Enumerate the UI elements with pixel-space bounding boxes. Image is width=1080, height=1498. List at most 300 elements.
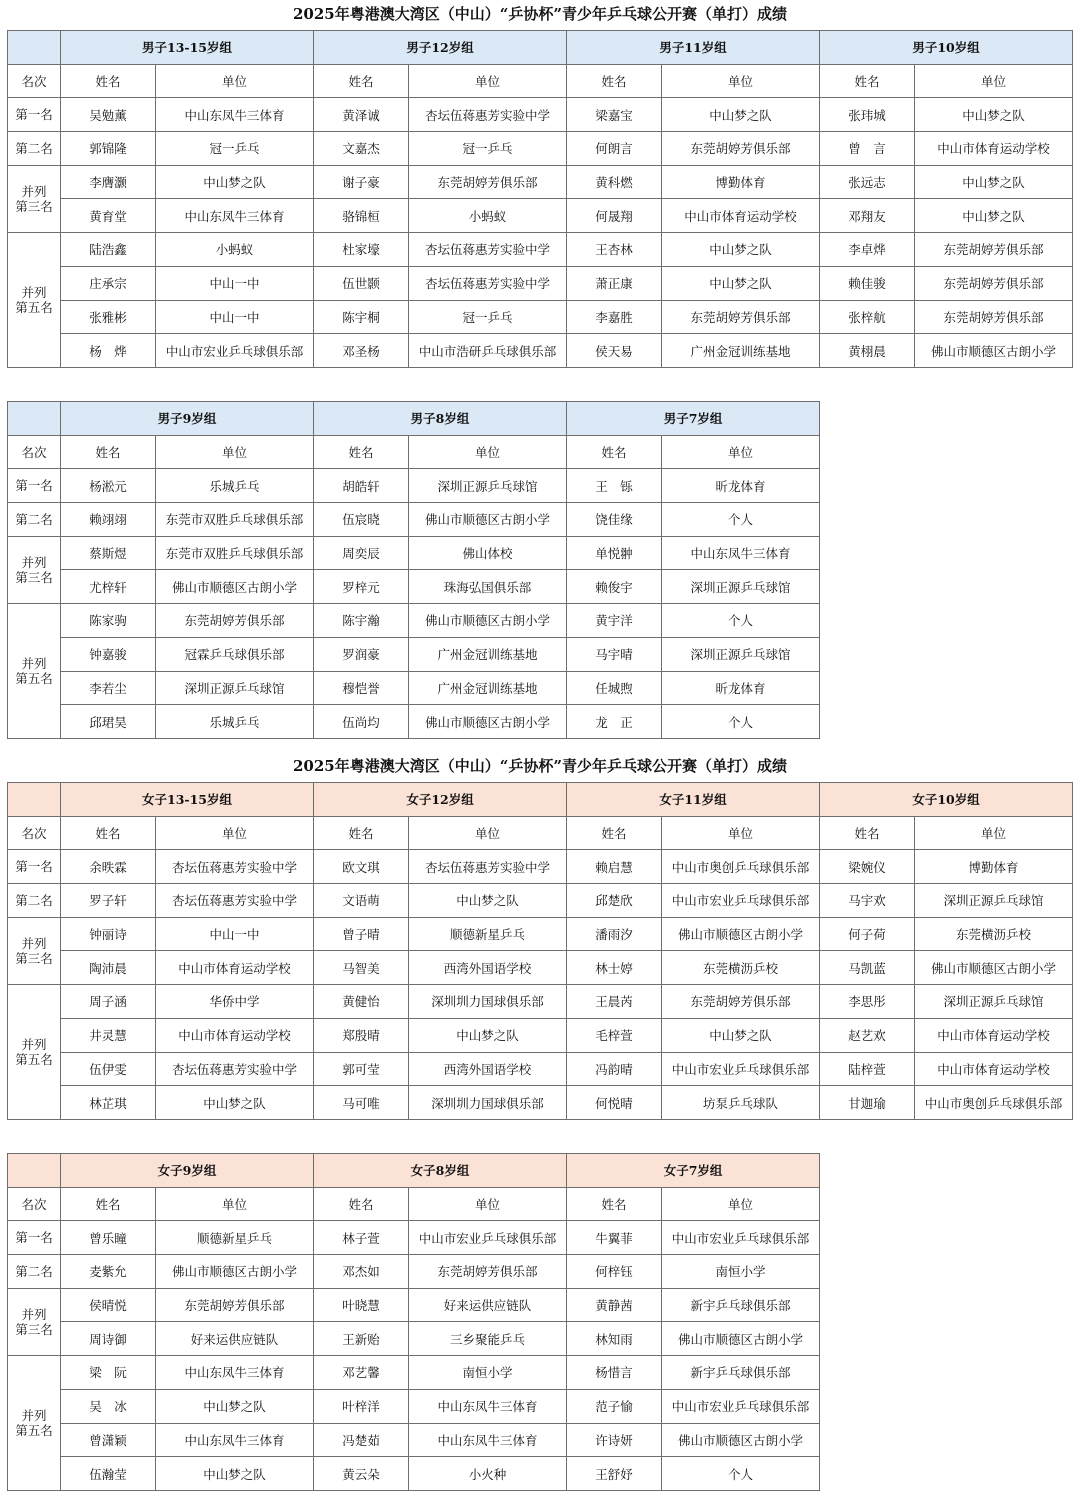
rank-cell: 第一名 [8, 469, 61, 503]
group-title: 男子12岁组 [314, 31, 567, 65]
player-name: 黄静茜 [567, 1288, 662, 1322]
player-unit: 东莞胡婷芳俱乐部 [409, 165, 567, 199]
player-name: 张雅彬 [61, 300, 156, 334]
group-title: 女子11岁组 [567, 783, 820, 817]
name-header: 姓名 [567, 816, 662, 850]
player-unit: 中山梦之队 [662, 233, 820, 267]
player-name: 杜家壕 [314, 233, 409, 267]
name-header: 姓名 [567, 64, 662, 98]
player-name: 牛翼菲 [567, 1221, 662, 1255]
player-unit: 东莞胡婷芳俱乐部 [915, 233, 1073, 267]
page-title-men: 2025年粤港澳大湾区（中山）“乒协杯”青少年乒乓球公开赛（单打）成绩 [292, 5, 787, 23]
player-unit: 中山市体育运动学校 [662, 199, 820, 233]
rank-header: 名次 [8, 64, 61, 98]
player-unit: 佛山体校 [409, 536, 567, 570]
player-name: 曾子晴 [314, 917, 409, 951]
player-unit: 佛山市顺德区古朗小学 [156, 1255, 314, 1289]
player-unit: 佛山市顺德区古朗小学 [662, 917, 820, 951]
player-unit: 佛山市顺德区古朗小学 [409, 503, 567, 537]
table-row [8, 570, 820, 604]
player-name: 陈宇瀚 [314, 604, 409, 638]
player-name: 龙 正 [567, 705, 662, 739]
player-unit: 西湾外国语学校 [409, 1052, 567, 1086]
unit-header: 单位 [156, 1187, 314, 1221]
player-unit: 佛山市顺德区古朗小学 [662, 1423, 820, 1457]
player-unit: 杏坛伍蒋惠芳实验中学 [409, 266, 567, 300]
player-name: 陈宇桐 [314, 300, 409, 334]
player-unit: 中山一中 [156, 300, 314, 334]
column-header-row [8, 816, 1073, 850]
player-unit: 个人 [662, 604, 820, 638]
player-unit: 中山梦之队 [915, 98, 1073, 132]
group-title-row [8, 31, 1073, 65]
player-name: 蔡斯煜 [61, 536, 156, 570]
results-table-men-older [7, 30, 1073, 368]
player-name: 杨淞元 [61, 469, 156, 503]
player-unit: 博勤体育 [662, 165, 820, 199]
player-unit: 中山梦之队 [156, 1389, 314, 1423]
results-table-women-younger [7, 1153, 820, 1491]
player-unit: 中山市宏业乒乓球俱乐部 [409, 1221, 567, 1255]
player-unit: 乐城乒乓 [156, 705, 314, 739]
name-header: 姓名 [314, 1187, 409, 1221]
rank-cell: 并列 第五名 [8, 985, 61, 1120]
table-row [8, 469, 820, 503]
table-row [8, 604, 820, 638]
player-name: 冯楚茹 [314, 1423, 409, 1457]
player-name: 陆梓萱 [820, 1052, 915, 1086]
player-unit: 中山东凤牛三体育 [156, 1423, 314, 1457]
player-name: 王 铄 [567, 469, 662, 503]
group-title: 女子8岁组 [314, 1154, 567, 1188]
player-name: 范子愉 [567, 1389, 662, 1423]
player-unit: 中山市宏业乒乓球俱乐部 [662, 884, 820, 918]
player-unit: 广州金冠训练基地 [409, 637, 567, 671]
player-name: 文语萌 [314, 884, 409, 918]
player-unit: 东莞横沥乒校 [662, 951, 820, 985]
player-unit: 小蚂蚁 [409, 199, 567, 233]
player-name: 叶梓洋 [314, 1389, 409, 1423]
player-name: 余昳霖 [61, 850, 156, 884]
player-name: 马可唯 [314, 1086, 409, 1120]
player-name: 梁 阮 [61, 1356, 156, 1390]
player-name: 郑殷晴 [314, 1018, 409, 1052]
table-row [8, 503, 820, 537]
unit-header: 单位 [409, 435, 567, 469]
player-unit: 佛山市顺德区古朗小学 [915, 951, 1073, 985]
player-name: 李思彤 [820, 985, 915, 1019]
table-row [8, 98, 1073, 132]
player-unit: 中山东凤牛三体育 [156, 98, 314, 132]
player-unit: 个人 [662, 1457, 820, 1491]
player-name: 穆恺誉 [314, 671, 409, 705]
name-header: 姓名 [314, 816, 409, 850]
player-name: 周奕辰 [314, 536, 409, 570]
player-unit: 博勤体育 [915, 850, 1073, 884]
player-name: 黄育堂 [61, 199, 156, 233]
player-unit: 中山一中 [156, 917, 314, 951]
player-unit: 杏坛伍蒋惠芳实验中学 [409, 98, 567, 132]
player-unit: 昕龙体育 [662, 671, 820, 705]
player-unit: 中山市宏业乒乓球俱乐部 [662, 1221, 820, 1255]
player-name: 骆锦桓 [314, 199, 409, 233]
player-name: 侯晴悦 [61, 1288, 156, 1322]
rank-cell: 并列 第三名 [8, 917, 61, 984]
player-name: 伍宸晓 [314, 503, 409, 537]
player-unit: 中山市奥创乒乓球俱乐部 [662, 850, 820, 884]
player-unit: 华侨中学 [156, 985, 314, 1019]
player-name: 李嘉胜 [567, 300, 662, 334]
table-row [8, 233, 1073, 267]
player-name: 欧文琪 [314, 850, 409, 884]
unit-header: 单位 [409, 816, 567, 850]
table-row [8, 1457, 820, 1491]
unit-header: 单位 [915, 64, 1073, 98]
player-unit: 中山梦之队 [662, 1018, 820, 1052]
player-name: 黄科燃 [567, 165, 662, 199]
player-name: 曾潇颖 [61, 1423, 156, 1457]
player-unit: 冠一乒乓 [409, 300, 567, 334]
group-title: 女子10岁组 [820, 783, 1073, 817]
table-row [8, 1322, 820, 1356]
player-unit: 南恒小学 [662, 1255, 820, 1289]
table-row [8, 637, 820, 671]
table-row [8, 951, 1073, 985]
rank-header: 名次 [8, 816, 61, 850]
player-unit: 中山市宏业乒乓球俱乐部 [662, 1389, 820, 1423]
table-row [8, 300, 1073, 334]
player-unit: 坊泵乒乓球队 [662, 1086, 820, 1120]
page-title-women: 2025年粤港澳大湾区（中山）“乒协杯”青少年乒乓球公开赛（单打）成绩 [292, 757, 787, 775]
player-unit: 中山市浩研乒乓球俱乐部 [409, 334, 567, 368]
player-name: 文嘉杰 [314, 132, 409, 166]
table-row [8, 985, 1073, 1019]
player-unit: 顺德新星乒乓 [156, 1221, 314, 1255]
player-name: 吴勉薰 [61, 98, 156, 132]
player-unit: 中山东凤牛三体育 [662, 536, 820, 570]
corner-cell [8, 783, 61, 817]
player-unit: 个人 [662, 503, 820, 537]
unit-header: 单位 [662, 435, 820, 469]
player-unit: 中山市体育运动学校 [915, 132, 1073, 166]
player-unit: 中山市宏业乒乓球俱乐部 [156, 334, 314, 368]
player-unit: 杏坛伍蒋惠芳实验中学 [156, 884, 314, 918]
corner-cell [8, 402, 61, 436]
player-name: 赖佳骏 [820, 266, 915, 300]
rank-cell: 第一名 [8, 98, 61, 132]
rank-cell: 并列 第五名 [8, 604, 61, 739]
table-row [8, 1423, 820, 1457]
player-unit: 中山市体育运动学校 [915, 1052, 1073, 1086]
table-row [8, 1356, 820, 1390]
player-name: 马智美 [314, 951, 409, 985]
player-unit: 东莞胡婷芳俱乐部 [915, 266, 1073, 300]
group-title: 男子10岁组 [820, 31, 1073, 65]
group-title: 女子12岁组 [314, 783, 567, 817]
player-name: 庄承宗 [61, 266, 156, 300]
unit-header: 单位 [156, 435, 314, 469]
unit-header: 单位 [915, 816, 1073, 850]
player-name: 许诗妍 [567, 1423, 662, 1457]
player-name: 马宇欢 [820, 884, 915, 918]
player-unit: 深圳正源乒乓球馆 [662, 570, 820, 604]
player-unit: 东莞胡婷芳俱乐部 [662, 132, 820, 166]
player-name: 杨 烨 [61, 334, 156, 368]
player-name: 潘雨汐 [567, 917, 662, 951]
player-unit: 顺德新星乒乓 [409, 917, 567, 951]
table-row [8, 1052, 1073, 1086]
group-title: 女子7岁组 [567, 1154, 820, 1188]
player-unit: 好来运供应链队 [156, 1322, 314, 1356]
table-row [8, 1086, 1073, 1120]
player-name: 何晟翔 [567, 199, 662, 233]
unit-header: 单位 [662, 816, 820, 850]
player-name: 林子萱 [314, 1221, 409, 1255]
player-unit: 冠一乒乓 [409, 132, 567, 166]
player-name: 罗子轩 [61, 884, 156, 918]
player-name: 钟嘉骏 [61, 637, 156, 671]
player-unit: 中山市体育运动学校 [156, 951, 314, 985]
player-name: 王晨芮 [567, 985, 662, 1019]
player-name: 钟丽诗 [61, 917, 156, 951]
player-name: 邓艺馨 [314, 1356, 409, 1390]
player-name: 王舒妤 [567, 1457, 662, 1491]
name-header: 姓名 [61, 64, 156, 98]
player-unit: 中山东凤牛三体育 [409, 1389, 567, 1423]
player-unit: 杏坛伍蒋惠芳实验中学 [156, 1052, 314, 1086]
player-name: 伍尚均 [314, 705, 409, 739]
player-unit: 中山梦之队 [156, 165, 314, 199]
player-name: 梁婉仪 [820, 850, 915, 884]
player-name: 毛梓萱 [567, 1018, 662, 1052]
player-unit: 中山梦之队 [409, 884, 567, 918]
player-unit: 东莞胡婷芳俱乐部 [662, 985, 820, 1019]
rank-cell: 第二名 [8, 132, 61, 166]
group-title-row [8, 1154, 820, 1188]
player-unit: 中山梦之队 [662, 98, 820, 132]
player-unit: 佛山市顺德区古朗小学 [915, 334, 1073, 368]
player-name: 陶沛晨 [61, 951, 156, 985]
corner-cell [8, 1154, 61, 1188]
player-unit: 小火种 [409, 1457, 567, 1491]
player-name: 萧正康 [567, 266, 662, 300]
rank-cell: 并列 第三名 [8, 1288, 61, 1355]
unit-header: 单位 [409, 64, 567, 98]
player-unit: 佛山市顺德区古朗小学 [662, 1322, 820, 1356]
group-title: 男子8岁组 [314, 402, 567, 436]
player-name: 陈家驹 [61, 604, 156, 638]
player-unit: 佛山市顺德区古朗小学 [156, 570, 314, 604]
player-name: 伍伊雯 [61, 1052, 156, 1086]
player-name: 吴 冰 [61, 1389, 156, 1423]
player-unit: 中山梦之队 [662, 266, 820, 300]
player-unit: 个人 [662, 705, 820, 739]
player-name: 谢子豪 [314, 165, 409, 199]
player-name: 曾乐瞳 [61, 1221, 156, 1255]
table-row [8, 536, 820, 570]
player-unit: 中山梦之队 [915, 199, 1073, 233]
player-name: 饶佳缘 [567, 503, 662, 537]
player-unit: 杏坛伍蒋惠芳实验中学 [409, 233, 567, 267]
table-row [8, 199, 1073, 233]
player-name: 李膺灏 [61, 165, 156, 199]
name-header: 姓名 [61, 435, 156, 469]
player-name: 邓圣杨 [314, 334, 409, 368]
rank-cell: 并列 第五名 [8, 233, 61, 368]
player-name: 曾 言 [820, 132, 915, 166]
player-name: 林知雨 [567, 1322, 662, 1356]
player-name: 郭可莹 [314, 1052, 409, 1086]
group-title: 女子9岁组 [61, 1154, 314, 1188]
name-header: 姓名 [314, 64, 409, 98]
player-unit: 中山市体育运动学校 [156, 1018, 314, 1052]
player-unit: 中山梦之队 [409, 1018, 567, 1052]
results-table-women-older [7, 782, 1073, 1120]
table-row [8, 1389, 820, 1423]
rank-cell: 并列 第三名 [8, 536, 61, 603]
player-name: 伍世颢 [314, 266, 409, 300]
table-row [8, 671, 820, 705]
group-title: 男子7岁组 [567, 402, 820, 436]
table-row [8, 334, 1073, 368]
rank-cell: 第二名 [8, 503, 61, 537]
player-unit: 乐城乒乓 [156, 469, 314, 503]
player-name: 罗润豪 [314, 637, 409, 671]
player-name: 胡皓轩 [314, 469, 409, 503]
name-header: 姓名 [567, 435, 662, 469]
player-unit: 深圳正源乒乓球馆 [662, 637, 820, 671]
player-name: 杨惜言 [567, 1356, 662, 1390]
player-unit: 三乡聚能乒乓 [409, 1322, 567, 1356]
player-name: 李若尘 [61, 671, 156, 705]
player-name: 麦紫允 [61, 1255, 156, 1289]
player-unit: 深圳正源乒乓球馆 [156, 671, 314, 705]
player-name: 周子涵 [61, 985, 156, 1019]
player-unit: 深圳圳力国球俱乐部 [409, 985, 567, 1019]
player-unit: 好来运供应链队 [409, 1288, 567, 1322]
player-unit: 中山梦之队 [915, 165, 1073, 199]
player-name: 井灵慧 [61, 1018, 156, 1052]
player-unit: 新宇乒乓球俱乐部 [662, 1356, 820, 1390]
group-title: 男子9岁组 [61, 402, 314, 436]
player-name: 林芷琪 [61, 1086, 156, 1120]
player-name: 黄云朵 [314, 1457, 409, 1491]
player-unit: 东莞横沥乒校 [915, 917, 1073, 951]
player-unit: 东莞胡婷芳俱乐部 [409, 1255, 567, 1289]
table-row [8, 1018, 1073, 1052]
group-title: 男子11岁组 [567, 31, 820, 65]
player-name: 邱珺昊 [61, 705, 156, 739]
player-name: 张远志 [820, 165, 915, 199]
player-unit: 昕龙体育 [662, 469, 820, 503]
player-name: 李卓烨 [820, 233, 915, 267]
name-header: 姓名 [61, 816, 156, 850]
player-unit: 小蚂蚁 [156, 233, 314, 267]
player-unit: 中山东凤牛三体育 [409, 1423, 567, 1457]
group-title: 男子13-15岁组 [61, 31, 314, 65]
player-unit: 杏坛伍蒋惠芳实验中学 [156, 850, 314, 884]
player-name: 王新贻 [314, 1322, 409, 1356]
name-header: 姓名 [61, 1187, 156, 1221]
player-unit: 中山梦之队 [156, 1457, 314, 1491]
player-unit: 新宇乒乓球俱乐部 [662, 1288, 820, 1322]
player-unit: 中山东凤牛三体育 [156, 1356, 314, 1390]
player-name: 黄健怡 [314, 985, 409, 1019]
player-unit: 南恒小学 [409, 1356, 567, 1390]
player-name: 任城煦 [567, 671, 662, 705]
table-row [8, 917, 1073, 951]
name-header: 姓名 [567, 1187, 662, 1221]
player-name: 黄栩晨 [820, 334, 915, 368]
player-name: 张玮城 [820, 98, 915, 132]
player-name: 侯天易 [567, 334, 662, 368]
player-name: 叶晓慧 [314, 1288, 409, 1322]
player-unit: 深圳圳力国球俱乐部 [409, 1086, 567, 1120]
rank-cell: 第一名 [8, 1221, 61, 1255]
player-name: 甘迦瑜 [820, 1086, 915, 1120]
player-unit: 广州金冠训练基地 [409, 671, 567, 705]
unit-header: 单位 [156, 64, 314, 98]
unit-header: 单位 [156, 816, 314, 850]
column-header-row [8, 1187, 820, 1221]
player-name: 林士婷 [567, 951, 662, 985]
player-name: 邓杰如 [314, 1255, 409, 1289]
player-unit: 中山梦之队 [156, 1086, 314, 1120]
results-table-men-younger [7, 401, 820, 739]
player-unit: 东莞胡婷芳俱乐部 [156, 1288, 314, 1322]
player-unit: 深圳正源乒乓球馆 [915, 884, 1073, 918]
player-name: 何子荷 [820, 917, 915, 951]
player-name: 张梓航 [820, 300, 915, 334]
player-name: 马凯蓝 [820, 951, 915, 985]
player-unit: 广州金冠训练基地 [662, 334, 820, 368]
name-header: 姓名 [314, 435, 409, 469]
player-name: 邓翔友 [820, 199, 915, 233]
player-name: 黄宇洋 [567, 604, 662, 638]
column-header-row [8, 435, 820, 469]
player-name: 王杏林 [567, 233, 662, 267]
unit-header: 单位 [662, 1187, 820, 1221]
column-header-row [8, 64, 1073, 98]
rank-cell: 第二名 [8, 884, 61, 918]
table-row [8, 1255, 820, 1289]
player-unit: 佛山市顺德区古朗小学 [409, 705, 567, 739]
player-name: 赖俊宇 [567, 570, 662, 604]
player-name: 何悦晴 [567, 1086, 662, 1120]
player-name: 罗梓元 [314, 570, 409, 604]
player-name: 梁嘉宝 [567, 98, 662, 132]
player-unit: 东莞胡婷芳俱乐部 [662, 300, 820, 334]
player-name: 尤梓轩 [61, 570, 156, 604]
player-unit: 东莞市双胜乒乓球俱乐部 [156, 503, 314, 537]
player-unit: 西湾外国语学校 [409, 951, 567, 985]
player-unit: 佛山市顺德区古朗小学 [409, 604, 567, 638]
rank-cell: 第一名 [8, 850, 61, 884]
group-title: 女子13-15岁组 [61, 783, 314, 817]
table-row [8, 850, 1073, 884]
player-unit: 中山市奥创乒乓球俱乐部 [915, 1086, 1073, 1120]
player-unit: 中山一中 [156, 266, 314, 300]
player-name: 伍瀚莹 [61, 1457, 156, 1491]
player-unit: 东莞胡婷芳俱乐部 [915, 300, 1073, 334]
player-unit: 中山市宏业乒乓球俱乐部 [662, 1052, 820, 1086]
player-name: 何梓钰 [567, 1255, 662, 1289]
player-unit: 冠一乒乓 [156, 132, 314, 166]
table-row [8, 132, 1073, 166]
rank-cell: 并列 第五名 [8, 1356, 61, 1491]
table-row [8, 884, 1073, 918]
unit-header: 单位 [662, 64, 820, 98]
